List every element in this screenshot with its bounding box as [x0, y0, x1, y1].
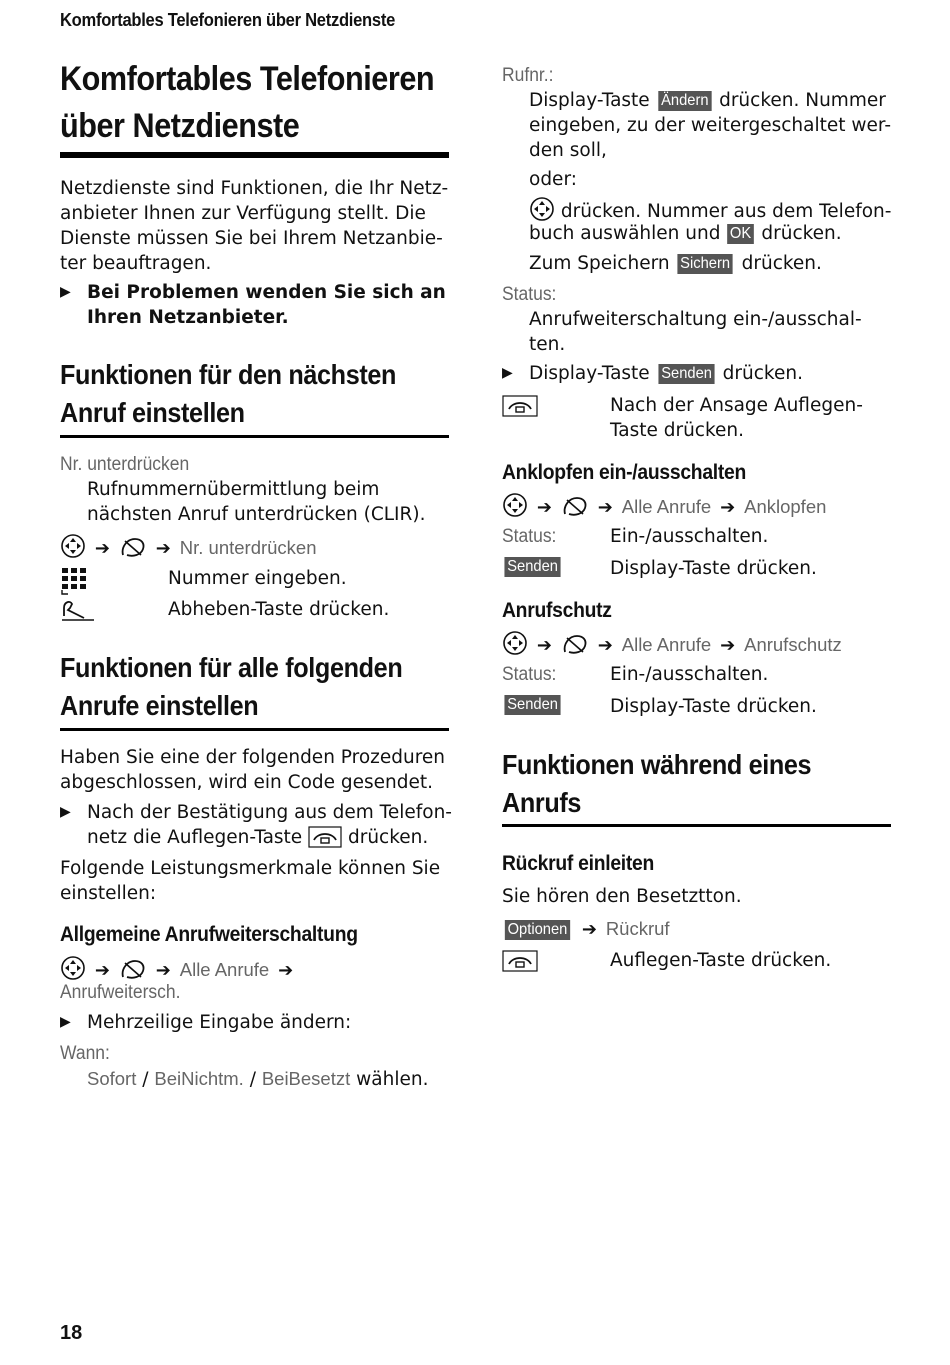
- sub2-send-text: Display-Taste drücken.: [610, 558, 817, 579]
- senden-key: Senden: [504, 557, 560, 577]
- nav-alle-anrufe: Alle Anrufe: [179, 959, 270, 980]
- status-line2: ten.: [529, 334, 566, 355]
- running-header: Komfortables Telefonieren über Netzdienste: [60, 10, 396, 30]
- aendern-key: Ändern: [658, 91, 711, 111]
- sec2-bullet: [60, 800, 450, 852]
- arrow-icon: ➔: [536, 635, 552, 656]
- offhook-key-icon: [60, 598, 96, 626]
- intro-line2: anbieter Ihnen zur Verfügung stellt. Die: [60, 203, 426, 224]
- senden-key: Senden: [504, 695, 560, 715]
- wann-options: Sofort / BeiNichtm. / BeiBesetzt wählen.: [87, 1068, 429, 1090]
- sec2-bullet-line2: netz die Auflegen-Taste drücken.: [87, 825, 428, 855]
- nav-line1: drücken. Nummer aus dem Telefon-: [529, 196, 891, 229]
- onhook-key-icon: [502, 395, 538, 421]
- sub1-bullet-text: Mehrzeilige Eingabe ändern:: [87, 1012, 352, 1033]
- section3-title-line2: Anrufs: [502, 787, 582, 818]
- nav-anklopfen: Anklopfen: [744, 496, 827, 517]
- sub4-desc: Sie hören den Besetztton.: [502, 886, 742, 907]
- nav-key-icon: [60, 533, 86, 566]
- intro-line4: ter beauftragen.: [60, 253, 212, 274]
- bullet-triangle-icon: ▶: [60, 804, 71, 820]
- onhook-key-icon: [308, 826, 342, 855]
- call-forward-icon: [561, 632, 589, 663]
- page-number: 18: [60, 1322, 83, 1344]
- call-forward-icon: [119, 535, 147, 566]
- option-sofort: Sofort: [87, 1068, 137, 1089]
- sec1-step1: Nummer eingeben.: [168, 568, 347, 589]
- section3-rule: [502, 824, 891, 827]
- sub2-title: Anklopfen ein-/ausschalten: [502, 461, 747, 484]
- arrow-icon: ➔: [155, 960, 171, 981]
- section2-title-line1: Funktionen für alle folgenden: [60, 652, 403, 683]
- optionen-key: Optionen: [505, 920, 570, 940]
- arrow-icon: ➔: [278, 960, 294, 981]
- status-label: Status:: [502, 284, 557, 305]
- send-line: Display-Taste Senden drücken.: [529, 363, 803, 384]
- oder-text: oder:: [529, 169, 577, 190]
- nav-key-icon: [502, 492, 528, 525]
- section1-title-line1: Funktionen für den nächsten: [60, 359, 397, 390]
- save-line: Zum Speichern Sichern drücken.: [529, 253, 822, 274]
- arrow-icon: ➔: [720, 635, 736, 656]
- nav-anrufschutz: Anrufschutz: [744, 634, 842, 655]
- arrow-icon: ➔: [155, 538, 171, 559]
- status-line1: Anrufweiterschaltung ein-/ausschal-: [529, 309, 862, 330]
- intro-line3: Dienste müssen Sie bei Ihrem Netzanbie-: [60, 228, 443, 249]
- arrow-icon: ➔: [581, 919, 597, 940]
- hangup-line1: Nach der Ansage Auflegen-: [610, 395, 863, 416]
- send-bullet: [502, 361, 892, 387]
- section2-title-line2: Anrufe einstellen: [60, 690, 259, 721]
- sec1-desc-line1: Rufnummernübermittlung beim: [87, 479, 380, 500]
- note-line1: Bei Problemen wenden Sie sich an: [87, 282, 446, 303]
- sec2-p2-line2: einstellen:: [60, 883, 157, 904]
- section1-title-line2: Anruf einstellen: [60, 397, 245, 428]
- sub3-nav-path: [502, 630, 842, 663]
- arrow-icon: ➔: [720, 497, 736, 518]
- section2-rule: [60, 728, 449, 731]
- nr-unterdruecken-label: Nr. unterdrücken: [60, 454, 190, 475]
- nav-line2: buch auswählen und OK drücken.: [529, 223, 842, 244]
- call-forward-icon: [561, 494, 589, 525]
- title-rule: [60, 152, 449, 158]
- nav-alle-anrufe: Alle Anrufe: [621, 634, 712, 655]
- sichern-key: Sichern: [678, 254, 733, 274]
- note-line2: Ihren Netzanbieter.: [87, 307, 289, 328]
- sub2-status-label: Status:: [502, 526, 557, 547]
- sub4-nav-path: [502, 916, 670, 942]
- sub2-nav-path: [502, 492, 826, 525]
- bullet-triangle-icon: ▶: [60, 1014, 71, 1030]
- option-beibesetzt: BeiBesetzt: [261, 1068, 351, 1089]
- main-title-line1: Komfortables Telefonieren: [60, 60, 435, 98]
- sec2-p1-line2: abgeschlossen, wird ein Code gesendet.: [60, 772, 434, 793]
- rufnr-label: Rufnr.:: [502, 65, 554, 86]
- sec2-p2-line1: Folgende Leistungsmerkmale können Sie: [60, 858, 441, 879]
- sec1-nav-path: [60, 533, 317, 566]
- bullet-triangle-icon: ▶: [502, 365, 513, 381]
- arrow-icon: ➔: [94, 538, 110, 559]
- wann-label: Wann:: [60, 1043, 110, 1064]
- nav-anrufweitersch: Anrufweitersch.: [60, 982, 181, 1003]
- sub4-step: Auflegen-Taste drücken.: [610, 950, 832, 971]
- hangup-line2: Taste drücken.: [610, 420, 745, 441]
- sec1-desc-line2: nächsten Anruf unterdrücken (CLIR).: [87, 504, 426, 525]
- nav-key-icon: [502, 630, 528, 663]
- arrow-icon: ➔: [536, 497, 552, 518]
- sub3-status-text: Ein-/ausschalten.: [610, 664, 769, 685]
- ok-key: OK: [728, 224, 755, 244]
- main-title-line2: über Netzdienste: [60, 107, 300, 145]
- arrow-icon: ➔: [94, 960, 110, 981]
- sub2-status-text: Ein-/ausschalten.: [610, 526, 769, 547]
- bullet-triangle-icon: ▶: [60, 284, 71, 300]
- sub4-title: Rückruf einleiten: [502, 852, 655, 875]
- sub3-send-text: Display-Taste drücken.: [610, 696, 817, 717]
- rufnr-line1: Display-Taste Ändern drücken. Nummer: [529, 90, 886, 111]
- arrow-icon: ➔: [597, 497, 613, 518]
- keypad-icon: [60, 566, 90, 600]
- nav-alle-anrufe: Alle Anrufe: [621, 496, 712, 517]
- nav-nr-unterdruecken: Nr. unterdrücken: [179, 537, 317, 558]
- problem-note: [60, 280, 450, 330]
- sec2-bullet-line1: Nach der Bestätigung aus dem Telefon-: [87, 802, 452, 823]
- section1-rule: [60, 435, 449, 438]
- nav-rueckruf: Rückruf: [605, 918, 670, 939]
- sub3-title: Anrufschutz: [502, 599, 612, 622]
- sub1-title: Allgemeine Anrufweiterschaltung: [60, 923, 358, 946]
- sec1-step2: Abheben-Taste drücken.: [168, 599, 390, 620]
- sec2-p1-line1: Haben Sie eine der folgenden Prozeduren: [60, 747, 446, 768]
- onhook-key-icon: [502, 950, 538, 976]
- sub1-bullet: [60, 1010, 450, 1036]
- intro-line1: Netzdienste sind Funktionen, die Ihr Netz-: [60, 178, 449, 199]
- section3-title-line1: Funktionen während eines: [502, 749, 812, 780]
- sub3-status-label: Status:: [502, 664, 557, 685]
- rufnr-line3: den soll,: [529, 140, 607, 161]
- senden-key: Senden: [658, 364, 714, 384]
- arrow-icon: ➔: [597, 635, 613, 656]
- rufnr-line2: eingeben, zu der weitergeschaltet wer-: [529, 115, 891, 136]
- option-beinichtm: BeiNichtm.: [154, 1068, 244, 1089]
